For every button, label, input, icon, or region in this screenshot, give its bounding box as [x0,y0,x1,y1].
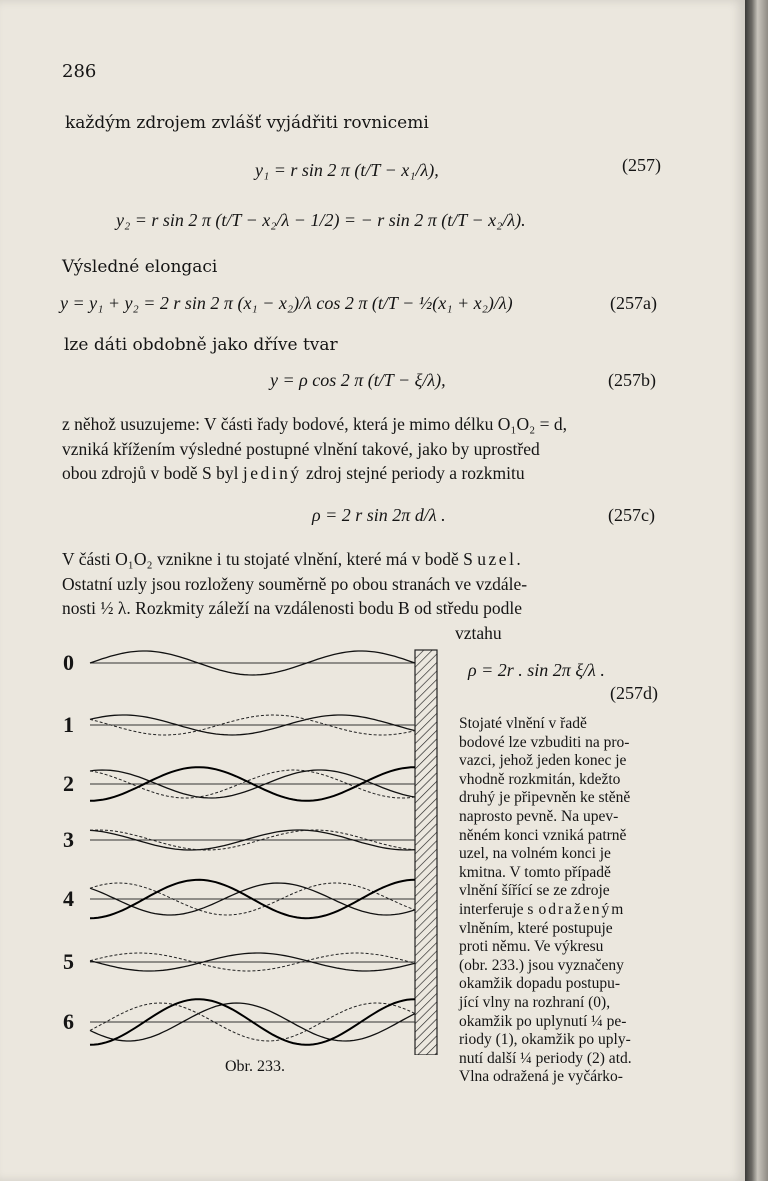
sidebar-line: něném konci vzniká patrně [459,826,627,844]
sidebar-line: vazci, jehož jeden konec je [459,752,627,770]
sidebar-paragraph [459,715,669,1087]
equation-257d-number: (257d) [610,683,658,703]
emphasis-jediny: jediný [242,463,302,483]
wave-row [90,651,415,675]
sidebar-line: (obr. 233.) jsou vyznačeny [459,956,624,974]
sidebar-line: uzel, na volném konci je [459,845,611,863]
wave-rows [90,651,415,1045]
figure-row-label: 1 [63,712,74,737]
sidebar-line: proti němu. Ve výkresu [459,938,604,956]
figure-caption: Obr. 233. [225,1058,285,1075]
lze-line: lze dáti obdobně jako dříve tvar [64,335,338,355]
paragraph-2-line1 [62,547,667,572]
paragraph-1-line3 [62,461,667,486]
paragraph-1 [62,412,667,486]
sidebar-line: nutí další ¼ periody (2) atd. [459,1049,632,1067]
sidebar-line: Vlna odražená je vyčárko- [459,1068,623,1086]
sidebar-line: okamžik dopadu postupu- [459,975,621,993]
intro-line: každým zdrojem zvlášť vyjádřiti rovnicemi [65,113,429,133]
equation-257d: ρ = 2r . sin 2π ξ/λ . [468,660,605,680]
page-edge-shadow [745,0,768,1181]
wave-row [90,880,415,918]
sidebar-line: naprosto pevně. Na upev- [459,807,619,825]
equation-257b-number: (257b) [608,370,656,390]
resultant-label: Výsledné elongaci [62,257,218,277]
figure-row-label: 6 [63,1009,74,1034]
sidebar-line: Stojaté vlnění v řadě [459,715,587,732]
paragraph-2 [62,547,667,645]
equation-257-line2: y₂ = r sin 2 π (t/T − x₂/λ − 1/2) = − r sin 2 π (t/T − x₂/λ). [116,210,526,230]
text-span: zdroj stejné periody a rozkmitu [305,463,525,483]
equation-257-line1: y₁ = r sin 2 π (t/T − x₁/λ), [255,160,439,180]
equation-257c-number: (257c) [608,505,655,525]
wave-row [90,767,415,801]
sidebar-line: druhý je připevněn ke stěně [459,789,631,807]
figure-row-label: 5 [63,949,74,974]
sidebar-line: riody (1), okamžik po uply- [459,1031,631,1049]
sidebar-line: vhodně rozkmitán, kdežto [459,770,621,788]
figure-row-label: 2 [63,771,74,796]
sidebar-line: interferuje s [459,900,534,918]
sidebar-line: odraženým [538,900,626,918]
wave-row [90,830,415,850]
text-span: V části O₁O₂ vznikne i tu stojaté vlnění, které má v bodě S [62,549,473,569]
paragraph-2-line2: Ostatní uzly jsou rozloženy souměrně po obou stranách ve vzdále- [62,573,528,594]
wave-row [90,999,415,1045]
text-span: obou zdrojů v bodě S byl [62,463,239,483]
paragraph-1-line2: vzniká křížením výsledné postupné vlnění takové, jako by uprostřed [62,438,540,459]
page-number: 286 [62,61,97,82]
figure-row-label: 3 [63,827,74,852]
paragraph-1-line1: z něhož usuzujeme: V části řady bodové, která je mimo délku O₁O₂ = d, [62,414,567,434]
figure-row-label: 0 [63,650,74,675]
wave-row [90,715,415,735]
sidebar-line: vlnění šířící se ze zdroje [459,882,610,900]
sidebar-line: bodové lze vzbuditi na pro- [459,733,630,751]
equation-257b: y = ρ cos 2 π (t/T − ξ/λ), [270,370,446,390]
sidebar-line: okamžik po uplynutí ¼ pe- [459,1012,627,1030]
sidebar-line: kmitna. V tomto případě [459,863,611,881]
figure-233 [55,645,450,1055]
figure-row-label: 4 [63,886,74,911]
wave-row [90,953,415,971]
equation-257a-number: (257a) [610,293,657,313]
fixed-wall [415,650,437,1055]
emphasis-uzel: uzel. [477,549,524,569]
sidebar-line: vlněním, které postupuje [459,919,613,937]
sidebar-line: jící vlny na rozhraní (0), [459,993,611,1011]
equation-257a: y = y₁ + y₂ = 2 r sin 2 π (x₁ − x₂)/λ cos 2 π (t/T − ½(x₁ + x₂)/λ) [60,293,513,313]
equation-257c: ρ = 2 r sin 2π d/λ . [312,505,446,525]
equation-257-number: (257) [622,155,661,175]
paragraph-2-line3: nosti ½ λ. Rozkmity záleží na vzdálenosti bodu B od středu podle [62,598,522,618]
paragraph-2-line4: vztahu [455,622,502,643]
